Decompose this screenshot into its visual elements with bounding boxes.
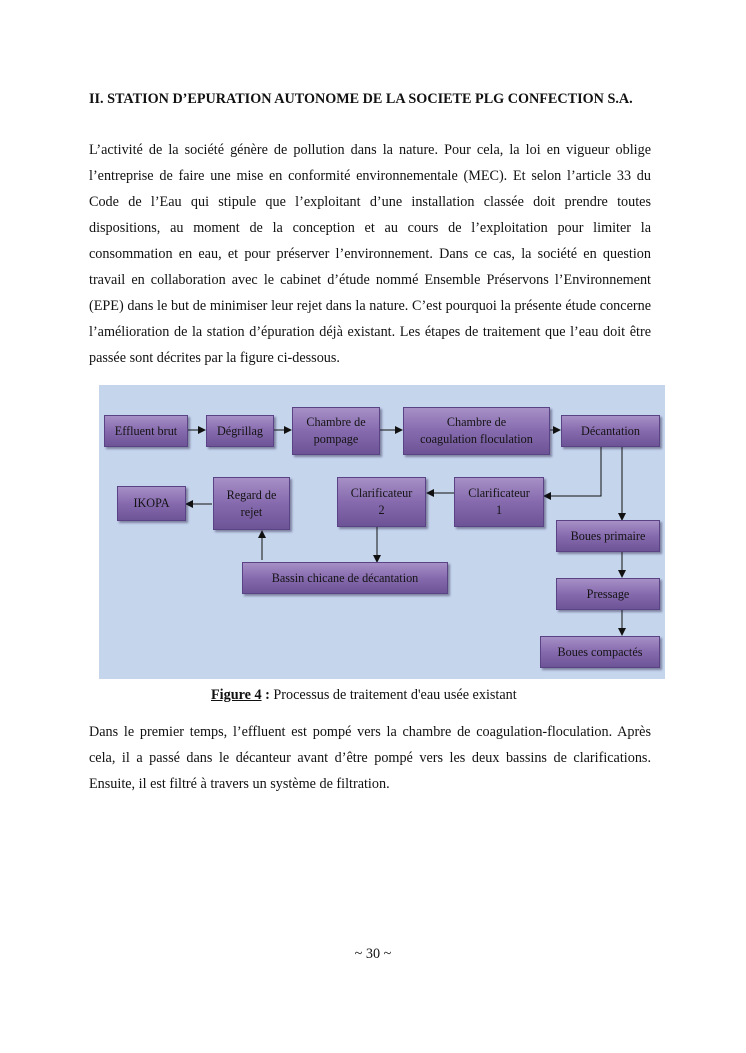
node-regard-rejet: Regard de rejet [213,477,290,530]
arrow-decantation-to-clarificateur-1 [544,447,601,496]
figure-caption-text: Processus de traitement d'eau usée existant [269,687,517,703]
node-boues-primaire: Boues primaire [556,520,660,552]
node-effluent-brut: Effluent brut [104,415,188,447]
page-number: ~ 30 ~ [354,946,392,962]
figure-caption [211,685,517,705]
figure-separator: : [261,687,270,703]
section-heading: II. STATION D’EPURATION AUTONOME DE LA SOCIETE PLG CONFECTION S.A. [89,91,633,107]
node-chambre-pompage: Chambre de pompage [292,407,380,455]
node-bassin-chicane: Bassin chicane de décantation [242,562,448,594]
node-clarificateur-1: Clarificateur 1 [454,477,544,527]
after-figure-paragraph: Dans le premier temps, l’effluent est pompé vers la chambre de coagulation-floculation. Après cela, il a passé dans le décanteur avant d’être pompé vers les deux bassins de clarifications. Ensuite, il est filtré à travers un système de filtration. [89,724,651,792]
figure-label: Figure 4 [211,687,262,703]
node-ikopa: IKOPA [117,486,186,521]
node-clarificateur-2: Clarificateur 2 [337,477,426,527]
intro-paragraph: L’activité de la société génère de pollution dans la nature. Pour cela, la loi en vigueur oblige l’entreprise de faire une mise en conformité environnementale (MEC). Et selon l’article 33 du Code de l’Eau qui stipule que l’exploitant d’une installation classée doit prendre toutes dispositions, au moment de la conception et au cours de l’exploitation pour limiter la consommation en eau, et pour préserver l’environnement. Dans ce cas, la société en question travail en collaboration avec le cabinet d’étude nommé Ensemble Préservons l’Environnement (EPE) dans le but de minimiser leur rejet dans la nature. C’est pourquoi la présente étude concerne l’amélioration de la station d’épuration déjà existant. Les étapes de traitement que l’eau doit être passée sont décrites par la figure ci-dessous. [89,142,651,366]
node-pressage: Pressage [556,578,660,610]
node-boues-compactes: Boues compactés [540,636,660,668]
node-decantation: Décantation [561,415,660,447]
node-chambre-coagulation: Chambre de coagulation floculation [403,407,550,455]
node-degrillag: Dégrillag [206,415,274,447]
process-diagram [99,385,665,679]
